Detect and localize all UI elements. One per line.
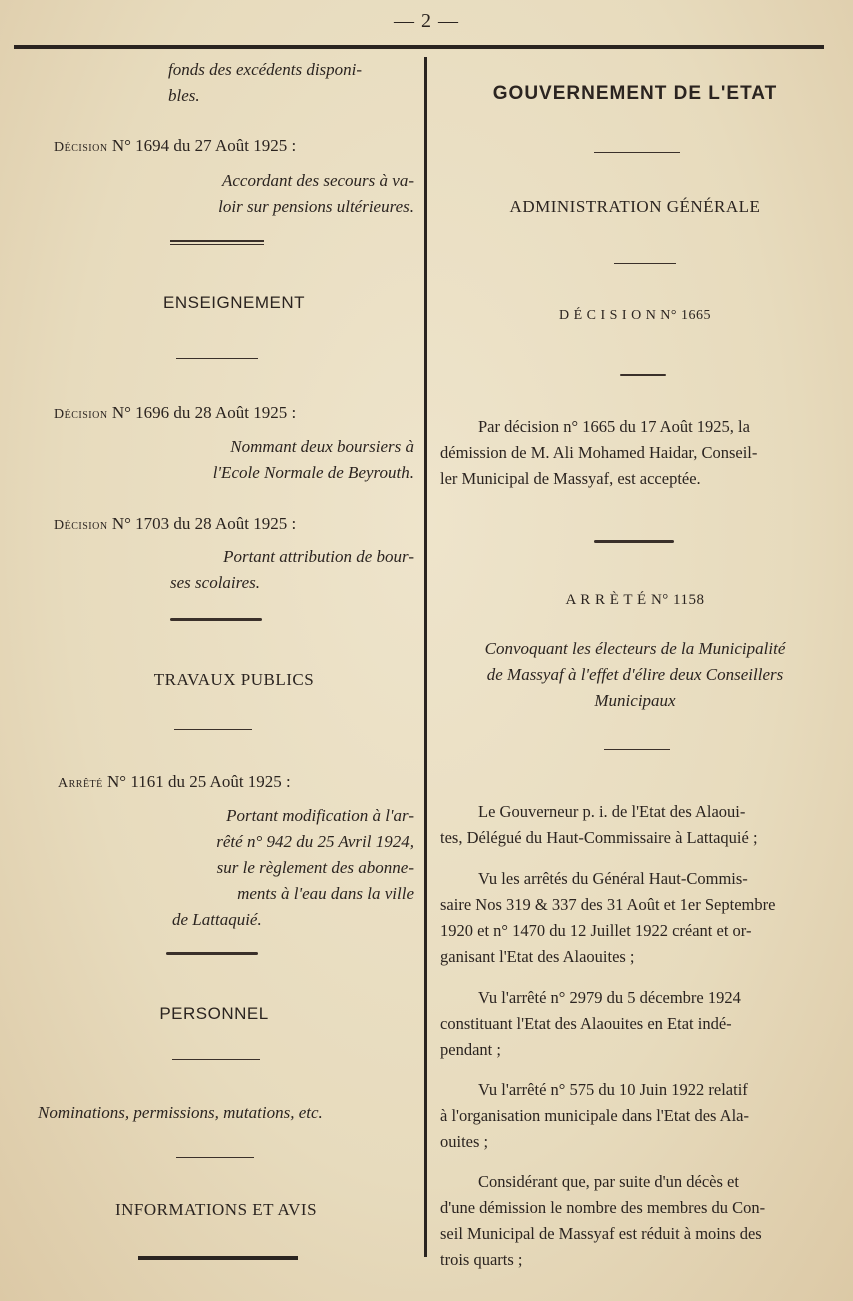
decision-1696-text-2: l'Ecole Normale de Beyrouth. [212, 463, 414, 482]
decision-number: N° 1696 du 28 Août 1925 : [111, 403, 297, 422]
paragraph-5-line-2: d'une démission le nombre des membres du Con- [440, 1198, 766, 1217]
ornament-divider [166, 952, 258, 955]
paragraph-2-line-1: Vu les arrêtés du Général Haut-Commis- [478, 869, 748, 888]
paragraph-5-line-3: seil Municipal de Massyaf est réduit à moins des [440, 1224, 762, 1243]
paragraph-3-line-3: pendant ; [440, 1040, 501, 1059]
arrete-1161-text-3: sur le règlement des abonne- [216, 858, 414, 877]
arrete-1158-subtitle-2: de Massyaf à l'effet d'élire deux Conseillers [486, 665, 784, 684]
arrete-1158-subtitle-3: Municipaux [594, 691, 676, 710]
decision-1703-heading [54, 514, 296, 534]
section-travaux-publics: TRAVAUX PUBLICS [153, 670, 315, 689]
ornament-divider [170, 240, 264, 245]
section-informations-et-avis: INFORMATIONS ET AVIS [114, 1200, 318, 1219]
continued-text-line-1: fonds des excédents disponi- [168, 60, 363, 79]
bottom-rule [138, 1256, 298, 1260]
paragraph-2-line-4: ganisant l'Etat des Alaouites ; [440, 947, 635, 966]
decision-label: Décision [54, 518, 108, 533]
ornament-divider [170, 618, 262, 621]
decision-1665-title: D É C I S I O N N° 1665 [558, 308, 712, 323]
arrete-1161-text-4: ments à l'eau dans la ville [237, 884, 414, 903]
decision-1694-text-1: Accordant des secours à va- [222, 171, 414, 190]
arrete-1158-subtitle-1: Convoquant les électeurs de la Municipalité [484, 639, 786, 658]
paragraph-2-line-2: saire Nos 319 & 337 des 31 Août et 1er Septembre [440, 895, 776, 914]
ornament-divider [604, 749, 670, 750]
decision-1696-text-1: Nommant deux boursiers à [230, 437, 414, 456]
continued-text-line-2: bles. [168, 86, 200, 105]
paragraph-5-line-1: Considérant que, par suite d'un décès et [478, 1172, 739, 1191]
header-rule [14, 45, 824, 49]
decision-1703-text-2: ses scolaires. [170, 573, 261, 592]
arrete-1161-heading [58, 772, 291, 792]
arrete-1161-text-2: rêté n° 942 du 25 Avril 1924, [216, 832, 414, 851]
arrete-number: N° 1161 du 25 Août 1925 : [107, 772, 291, 791]
ornament-divider [176, 1157, 254, 1158]
arrete-1161-text-1: Portant modification à l'ar- [226, 806, 414, 825]
paragraph-3-line-2: constituant l'Etat des Alaouites en Etat indé- [440, 1014, 732, 1033]
decision-1665-line-1: Par décision n° 1665 du 17 Août 1925, la [478, 417, 750, 436]
paragraph-4-line-1: Vu l'arrêté n° 575 du 10 Juin 1922 relatif [478, 1080, 748, 1099]
ornament-divider [614, 263, 676, 264]
nominations-line: Nominations, permissions, mutations, etc. [38, 1103, 323, 1122]
decision-1665-line-3: ler Municipal de Massyaf, est acceptée. [440, 469, 701, 488]
arrete-1161-text-5: de Lattaquié. [172, 910, 262, 929]
paragraph-4-line-2: à l'organisation municipale dans l'Etat des Ala- [440, 1106, 749, 1125]
paragraph-1-line-2: tes, Délégué du Haut-Commissaire à Lattaquié ; [440, 828, 758, 847]
ornament-divider [594, 540, 674, 543]
decision-1694-heading [54, 136, 296, 156]
decision-number: N° 1694 du 27 Août 1925 : [111, 136, 297, 155]
decision-label: Décision [54, 407, 108, 422]
decision-number: N° 1703 du 28 Août 1925 : [111, 514, 297, 533]
page-number: — 2 — [394, 10, 459, 32]
ornament-divider [174, 729, 252, 730]
ornament-divider [176, 358, 258, 359]
section-personnel: PERSONNEL [159, 1004, 269, 1023]
arrete-label: Arrêté [58, 776, 103, 791]
column-divider [424, 57, 427, 1257]
ornament-divider [620, 374, 666, 376]
paragraph-4-line-3: ouites ; [440, 1132, 489, 1151]
paragraph-2-line-3: 1920 et n° 1470 du 12 Juillet 1922 créant et or- [440, 921, 752, 940]
arrete-1158-title: A R R È T É N° 1158 [565, 592, 705, 608]
heading-gouvernement: GOUVERNEMENT DE L'ETAT [492, 83, 778, 104]
paragraph-5-line-4: trois quarts ; [440, 1250, 523, 1269]
decision-1665-line-2: démission de M. Ali Mohamed Haidar, Conseil- [440, 443, 758, 462]
decision-1694-text-2: loir sur pensions ultérieures. [218, 197, 414, 216]
paragraph-1-line-1: Le Gouverneur p. i. de l'Etat des Alaoui- [478, 802, 746, 821]
section-enseignement: ENSEIGNEMENT [162, 293, 306, 312]
paragraph-3-line-1: Vu l'arrêté n° 2979 du 5 décembre 1924 [478, 988, 741, 1007]
decision-1703-text-1: Portant attribution de bour- [223, 547, 414, 566]
heading-administration-generale: ADMINISTRATION GÉNÉRALE [509, 197, 761, 216]
decision-label: Décision [54, 140, 108, 155]
ornament-divider [172, 1059, 260, 1060]
ornament-divider [594, 152, 680, 153]
decision-1696-heading [54, 403, 296, 423]
